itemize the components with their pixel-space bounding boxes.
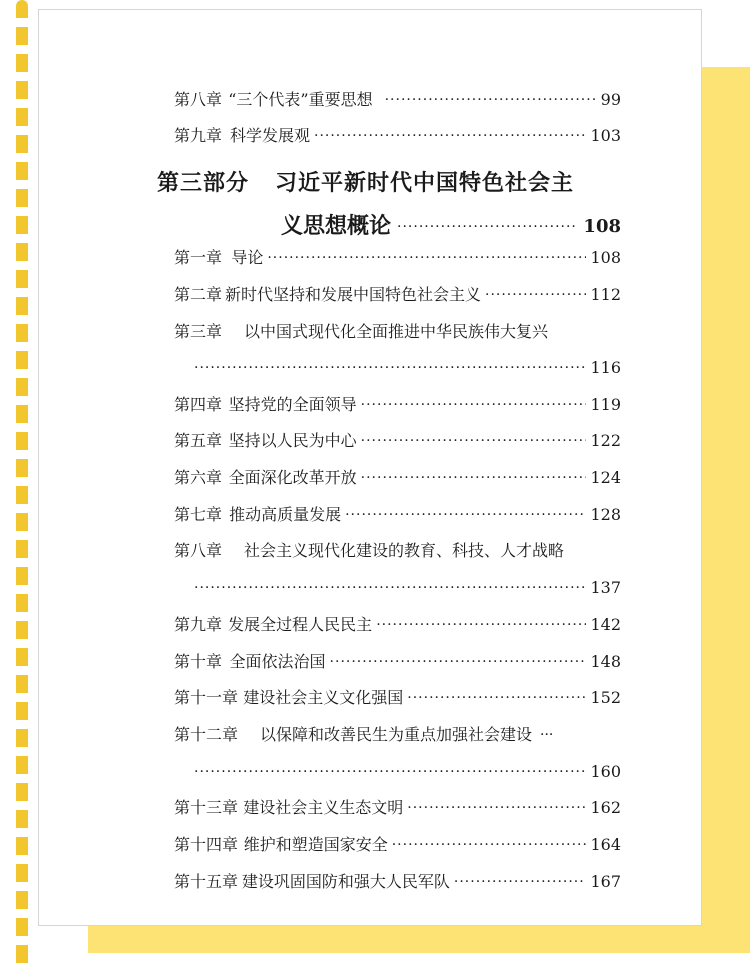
dot-leader: [194, 358, 586, 378]
page-number: 119: [590, 395, 621, 414]
dot-leader: [397, 213, 577, 241]
chapter-title: 坚持党的全面领导: [228, 395, 357, 414]
dot-leader: [267, 248, 586, 268]
toc-entry[interactable]: [174, 248, 621, 268]
chapter-title: 新时代坚持和发展中国特色社会主义: [224, 285, 481, 304]
toc-entry[interactable]: [174, 126, 621, 146]
page-number: 164: [590, 835, 621, 854]
chapter-title: 推动高质量发展: [229, 505, 342, 524]
page-number: 108: [590, 248, 621, 267]
toc-entry[interactable]: [174, 505, 621, 525]
dashed-left-border: [16, 0, 28, 969]
page-number: 122: [590, 431, 621, 450]
toc-entry[interactable]: [174, 652, 621, 672]
dot-leader: [330, 652, 587, 672]
dot-leader: [194, 762, 586, 782]
toc-entry[interactable]: [174, 322, 621, 342]
page-number: 103: [590, 126, 621, 145]
toc-entry[interactable]: [174, 285, 621, 305]
toc-entry-continuation[interactable]: [194, 578, 621, 598]
dot-leader: [485, 285, 586, 305]
chapter-label: 第三章: [174, 322, 223, 341]
page-number: 99: [600, 90, 621, 109]
page-number: 128: [590, 505, 621, 524]
chapter-title: 以中国式现代化全面推进中华民族伟大复兴: [244, 322, 549, 341]
chapter-label: 第八章: [174, 541, 223, 560]
chapter-title: 全面深化改革开放: [228, 468, 357, 487]
chapter-label: 第二章: [174, 285, 223, 304]
page-number: 162: [590, 798, 621, 817]
chapter-label: 第十一章: [174, 688, 239, 707]
toc-entry[interactable]: [174, 431, 621, 451]
chapter-title: 全面依法治国: [229, 652, 326, 671]
page-number: 124: [590, 468, 621, 487]
chapter-title: 导论: [231, 248, 264, 267]
toc-entry[interactable]: [174, 90, 621, 110]
toc-entry[interactable]: [174, 395, 621, 415]
toc-entry[interactable]: [174, 872, 621, 892]
page-number: 167: [590, 872, 621, 891]
toc-entry-continuation[interactable]: [194, 358, 621, 378]
part-heading[interactable]: [157, 170, 621, 198]
chapter-label: 第十四章: [174, 835, 239, 854]
dot-leader: [345, 505, 586, 525]
page-number: 137: [590, 578, 621, 597]
dot-leader: [454, 872, 587, 892]
toc-entry[interactable]: [174, 615, 621, 635]
page-number: 108: [583, 216, 621, 237]
dot-leader: [407, 798, 586, 818]
chapter-label: 第十二章: [174, 725, 239, 744]
chapter-label: 第一章: [174, 248, 223, 267]
chapter-title: 科学发展观: [229, 126, 310, 145]
chapter-title: 以保障和改善民生为重点加强社会建设: [260, 725, 533, 744]
toc-entry[interactable]: [174, 725, 621, 745]
chapter-label: 第八章: [174, 90, 223, 109]
dot-leader: [361, 431, 587, 451]
dot-leader: [407, 688, 586, 708]
chapter-title: 维护和塑造国家安全: [243, 835, 388, 854]
chapter-label: 第十五章: [174, 872, 239, 891]
dot-leader: [392, 835, 587, 855]
toc-page: [38, 9, 702, 926]
chapter-label: 第六章: [174, 468, 223, 487]
dot-leader: [194, 578, 586, 598]
dot-leader: [361, 468, 587, 488]
chapter-label: 第十三章: [174, 798, 239, 817]
dot-leader: [376, 615, 586, 635]
dot-leader: ···: [540, 727, 554, 743]
page-number: 116: [590, 358, 621, 377]
toc-entry[interactable]: [174, 835, 621, 855]
part-title-line2: 义思想概论: [281, 214, 392, 239]
chapter-label: 第十章: [174, 652, 223, 671]
page-number: 148: [590, 652, 621, 671]
toc-entry[interactable]: [174, 688, 621, 708]
chapter-title: 建设巩固国防和强大人民军队: [241, 872, 450, 891]
page-number: 112: [590, 285, 621, 304]
page-number: 160: [590, 762, 621, 781]
chapter-label: 第四章: [174, 395, 223, 414]
part-title-line1: 习近平新时代中国特色社会主: [275, 171, 575, 196]
toc-entry[interactable]: [174, 798, 621, 818]
chapter-title: 建设社会主义文化强国: [243, 688, 404, 707]
page-number: 152: [590, 688, 621, 707]
page-number: 142: [590, 615, 621, 634]
toc-entry[interactable]: [174, 468, 621, 488]
toc-entry[interactable]: [174, 541, 621, 561]
chapter-label: 第七章: [174, 505, 223, 524]
part-heading-line2[interactable]: [281, 213, 621, 241]
chapter-title: 建设社会主义生态文明: [243, 798, 404, 817]
chapter-title: 坚持以人民为中心: [228, 431, 357, 450]
chapter-title: “三个代表”重要思想: [228, 90, 373, 109]
toc-entry-continuation[interactable]: [194, 762, 621, 782]
dot-leader: [314, 126, 586, 146]
chapter-label: 第五章: [174, 431, 223, 450]
part-label: 第三部分: [157, 171, 250, 196]
chapter-title: 发展全过程人民民主: [228, 615, 373, 634]
dot-leader: [385, 90, 597, 110]
dot-leader: [361, 395, 587, 415]
chapter-label: 第九章: [174, 126, 223, 145]
chapter-title: 社会主义现代化建设的教育、科技、人才战略: [244, 541, 565, 560]
chapter-label: 第九章: [174, 615, 223, 634]
